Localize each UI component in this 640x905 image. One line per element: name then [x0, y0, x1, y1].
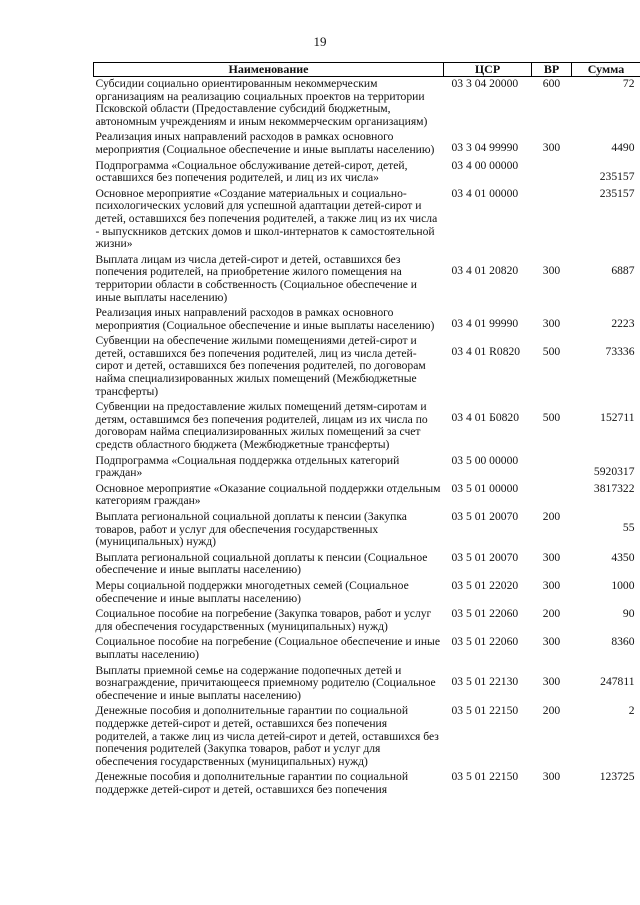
row-vr: 300: [542, 263, 561, 277]
table-row: [94, 704, 640, 770]
row-csr: 03 4 01 99990: [451, 317, 519, 331]
column-header-sum: Сумма: [572, 63, 640, 77]
row-csr: 03 5 01 22020: [451, 578, 519, 592]
table-row: [94, 579, 640, 607]
row-csr: 03 5 01 22150: [451, 770, 519, 784]
row-csr: 03 4 01 Б0820: [451, 411, 520, 425]
table-row: [94, 635, 640, 663]
row-name: Реализация иных направлений расходов в рамках основного мероприятия (Социальное обеспечение и иные выплаты населению): [95, 130, 435, 156]
table-row: [94, 551, 640, 579]
table-row: [94, 400, 640, 453]
row-name: Субвенции на предоставление жилых помещений детям-сиротам и детям, оставшимся без попечения родителей, лицам из их числа по договорам найма специализированных жилых помещений за счет средств областного бюджета (Межбюджетные трансферты): [95, 400, 428, 452]
row-vr: [532, 482, 572, 510]
row-csr: 03 5 01 22060: [451, 607, 519, 621]
row-vr: 200: [542, 607, 561, 621]
row-vr: 500: [542, 411, 561, 425]
row-name: Основное мероприятие «Оказание социальной поддержки отдельным категориям граждан»: [95, 481, 441, 508]
row-vr: 300: [542, 635, 561, 649]
row-csr: 03 3 04 99990: [451, 141, 519, 155]
row-vr: 500: [542, 345, 561, 359]
row-name: Денежные пособия и дополнительные гарантии по социальной поддержке детей-сирот и детей, оставшихся без попечения родителей, а также лиц из числа детей-сирот и детей, оставшихся без попечения родителей (Закупка товаров, работ и услуг для обеспечения государственных (муниципальных) нужд): [95, 704, 439, 768]
row-sum: 247811: [600, 674, 635, 688]
row-name: Меры социальной поддержки многодетных семей (Социальное обеспечение и иные выплаты населению): [95, 578, 409, 605]
row-csr: 03 4 01 R0820: [451, 345, 521, 359]
row-csr: 03 5 01 22060: [451, 635, 519, 649]
table-row: [94, 770, 640, 798]
row-sum: 90: [622, 607, 635, 621]
row-sum: 2: [628, 704, 635, 718]
row-name: Основное мероприятие «Создание материальных и социально-психологических условий для успешной адаптации детей-сирот и детей, оставшихся без попечения родителей, а также лиц из их числа - выпускников детских домов и школ-интернатов к самостоятельной жизни»: [95, 186, 438, 251]
row-vr: [532, 159, 572, 187]
row-vr: [532, 187, 572, 253]
row-sum: 1000: [611, 578, 635, 592]
row-sum: 5920317: [593, 464, 635, 478]
row-vr: 200: [542, 510, 561, 523]
row-sum: 123725: [599, 770, 635, 784]
row-name: Подпрограмма «Социальное обслуживание детей-сирот, детей, оставшихся без попечения родителей, и лиц из их числа»: [95, 158, 408, 185]
row-name: Выплата региональной социальной доплаты к пенсии (Закупка товаров, работ и услуг для обеспечения государственных (муниципальных) нужд): [95, 510, 407, 549]
row-sum: 4490: [611, 141, 635, 155]
table-row: [94, 306, 640, 334]
row-name: Реализация иных направлений расходов в рамках основного мероприятия (Социальное обеспечение и иные выплаты населению): [95, 306, 435, 332]
table-row: [94, 130, 640, 158]
row-sum: 152711: [600, 411, 635, 425]
row-sum: 55: [622, 521, 635, 534]
row-vr: 300: [542, 317, 561, 331]
row-csr: 03 5 01 20070: [451, 550, 519, 564]
column-header-vr: ВР: [532, 63, 572, 77]
row-csr: 03 4 01 00000: [451, 186, 519, 200]
row-vr: 300: [542, 578, 561, 592]
row-name: Выплата лицам из числа детей-сирот и детей, оставшихся без попечения родителей, на приобретение жилого помещения на территории области в собственность (Социальное обеспечение и иные выплаты населению): [95, 252, 417, 304]
row-name: Выплаты приемной семье на содержание подопечных детей и вознаграждение, причитающееся приемному родителю (Социальное обеспечение и иные выплаты населению): [95, 663, 436, 702]
row-name: Социальное пособие на погребение (Закупка товаров, работ и услуг для обеспечения государственных (муниципальных) нужд): [95, 607, 432, 633]
table-row: [94, 510, 640, 551]
page-number: 19: [313, 34, 327, 49]
row-name: Социальное пособие на погребение (Социальное обеспечение и иные выплаты населению): [95, 635, 440, 661]
row-sum: 73336: [605, 345, 635, 359]
row-name: Подпрограмма «Социальная поддержка отдельных категорий граждан»: [95, 453, 400, 480]
row-vr: [532, 454, 572, 482]
row-vr: 300: [542, 674, 561, 688]
row-csr: 03 5 01 22150: [451, 704, 519, 718]
row-csr: 03 5 01 20070: [451, 510, 519, 523]
table-row: [94, 77, 640, 131]
row-sum: 3817322: [593, 481, 635, 495]
row-name: Выплата региональной социальной доплаты к пенсии (Социальное обеспечение и иные выплаты населению): [95, 550, 428, 577]
row-csr: 03 5 00 00000: [451, 453, 519, 467]
budget-table: [93, 62, 640, 798]
row-name: Денежные пособия и дополнительные гарантии по социальной поддержке детей-сирот и детей, оставшихся без попечения: [95, 770, 409, 796]
row-sum: 8360: [611, 635, 635, 649]
row-name: Субсидии социально ориентированным некоммерческим организациям на реализацию социальных проектов на территории Псковской области (Предоставление субсидий бюджетным, автономным учреждениям и иным некоммерческим организациям): [95, 77, 428, 128]
table-row: [94, 482, 640, 510]
row-csr: 03 5 01 00000: [451, 481, 519, 495]
row-sum: 72: [622, 77, 635, 90]
row-csr: 03 5 01 22130: [451, 674, 519, 688]
row-vr: 200: [542, 704, 561, 718]
table-row: [94, 607, 640, 635]
row-sum: 235157: [599, 186, 635, 200]
row-csr: 03 3 04 20000: [451, 77, 519, 90]
row-csr: 03 4 00 00000: [451, 158, 519, 172]
table-row: [94, 253, 640, 306]
row-sum: 4350: [611, 550, 635, 564]
row-vr: 600: [542, 77, 561, 90]
row-sum: 2223: [611, 317, 635, 331]
row-name: Субвенции на обеспечение жилыми помещениями детей-сирот и детей, оставшихся без попечения родителей, лиц из числа детей-сирот и детей, оставшихся без попечения родителей, по договорам найма специализированных жилых помещений (Межбюджетные трансферты): [95, 334, 426, 398]
table-row: [94, 159, 640, 187]
table-row: [94, 664, 640, 705]
row-sum: 235157: [599, 169, 635, 183]
row-vr: 300: [542, 550, 561, 564]
row-vr: 300: [542, 770, 561, 784]
table-row: [94, 454, 640, 482]
row-csr: 03 4 01 20820: [451, 263, 519, 277]
column-header-name: Наименование: [94, 63, 444, 77]
table-row: [94, 187, 640, 253]
row-sum: 6887: [611, 263, 635, 277]
row-vr: 300: [542, 141, 561, 155]
column-header-csr: ЦСР: [444, 63, 532, 77]
table-header-row: [94, 63, 640, 77]
table-row: [94, 334, 640, 400]
